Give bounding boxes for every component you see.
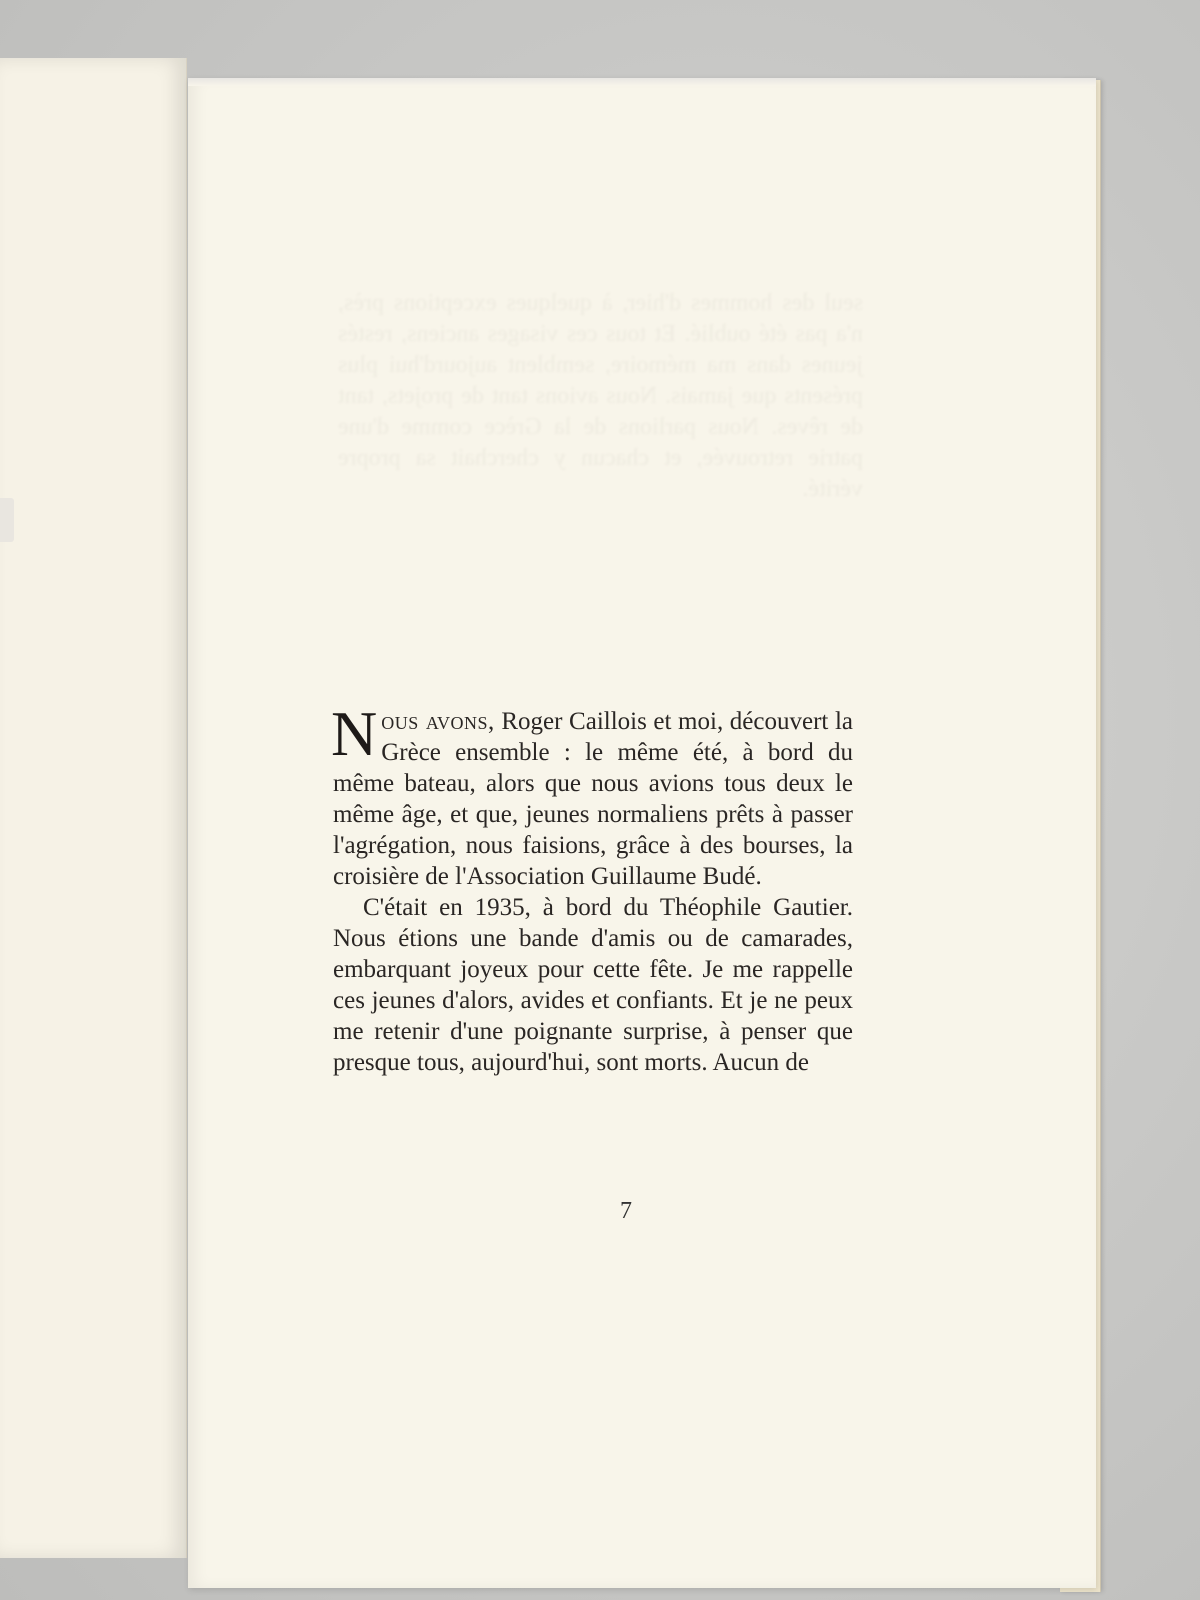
right-page (188, 78, 1096, 1588)
body-text (331, 698, 853, 1078)
paragraph-1 (331, 698, 853, 892)
left-page-edge-mark (0, 498, 14, 542)
paragraph-2-text: C'était en 1935, à bord du Théophile Gautier. Nous étions une bande d'amis ou de camarades, embarquant joyeux pour cette fête. Je me rappelle ces jeunes d'alors, avides et confiants. Et je ne peux me retenir d'une poignante surprise, à penser que presque tous, aujourd'hui, sont morts. Aucun de (333, 894, 853, 1076)
left-page (0, 58, 187, 1558)
paragraph-1-text: Roger Caillois et moi, découvert la Grèce ensemble : le même été, à bord du même bateau, alors que nous avions tous deux le même âge, et que, jeunes normaliens prêts à passer l'agrégation, nous faisions, grâce à des bourses, la croisière de l'Association Guillaume Budé. (333, 708, 853, 890)
page-top-edge (188, 78, 1096, 86)
paragraph-2 (333, 892, 853, 1078)
show-through-text: seul des hommes d'hier, à quelques exceptions près, n'a pas été oublié. Et tous ces visages anciens, restés jeunes dans ma mémoire, semblent aujourd'hui plus présents que jamais. Nous avions tant de projets, tant de rêves. Nous parlions de la Grèce comme d'une patrie retrouvée, et chacun y cherchait sa propre vérité. (338, 290, 863, 502)
drop-cap: N (331, 698, 378, 769)
page-number: 7 (620, 1198, 632, 1224)
opening-small-caps: ous avons, (381, 708, 495, 735)
